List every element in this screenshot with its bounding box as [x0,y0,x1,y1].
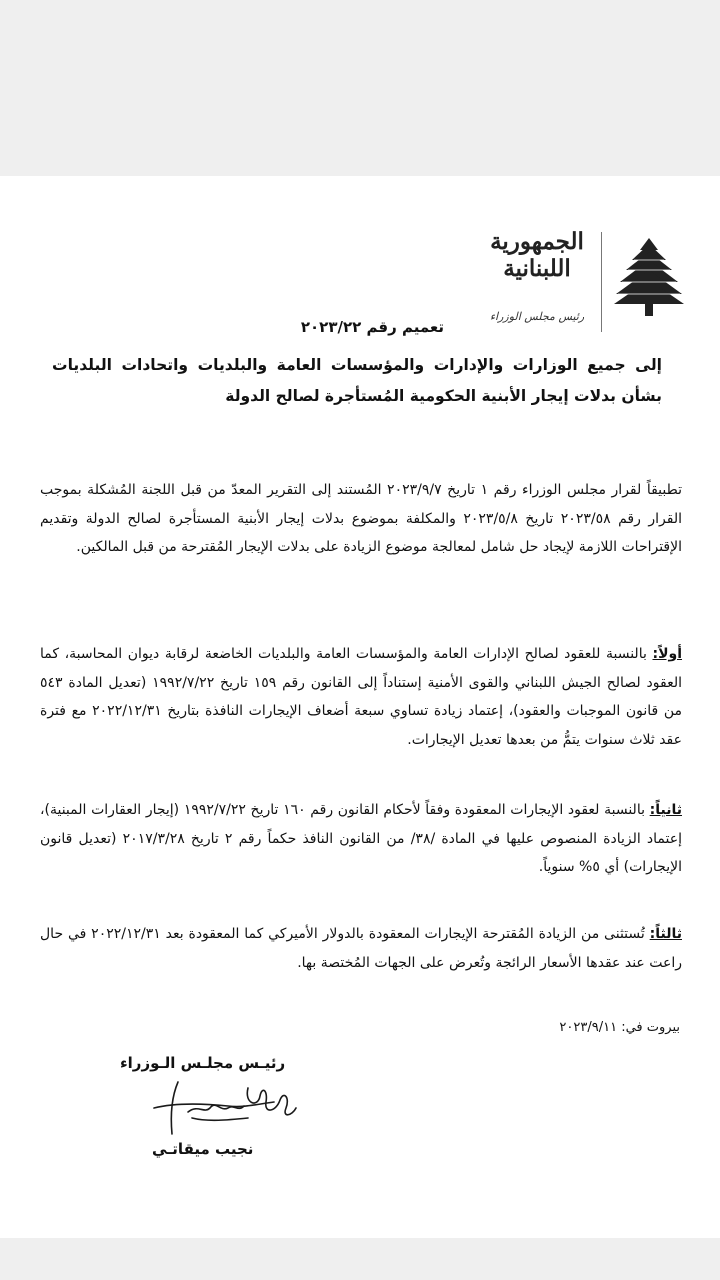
republic-name [482,228,592,282]
signatory-title: رئيـس مجلـس الـوزراء [120,1054,286,1072]
republic-line-1: الجمهورية [490,228,584,255]
cedar-tree-icon [614,236,684,318]
handwritten-signature [148,1078,298,1138]
bottom-margin-band [0,1238,720,1280]
body-paragraph: تطبيقاً لقرار مجلس الوزراء رقم ١ تاريخ ٢٠٢٣/٩/٧ المُستند إلى التقرير المعدّ من قبل اللجنة المُشكلة بموجب القرار رقم ٢٠٢٣/٥٨ تاريخ ٢٠٢٣/٥/٨ والمكلفة بموضوع بدلات إيجار الأبنية المستأجرة لصالح الدولة وتقديم الإقتراحات اللازمة لإيجاد حل شامل لمعالجة موضوع الزيادة على بدلات الإيجار المُقترحة من قبل المالكين. [40,482,682,555]
letterhead-divider [601,232,602,332]
item-label: ثانياً: [649,802,682,818]
list-item [40,796,682,882]
top-margin-band [0,0,720,176]
list-item [40,640,682,754]
list-item [40,920,682,977]
item-text: بالنسبة لعقود الإيجارات المعقودة وفقاً لأحكام القانون رقم ١٦٠ تاريخ ١٩٩٢/٧/٢٢ (إيجار العقارات المبنية)، إعتماد الزيادة المنصوص عليها في المادة /٣٨/ من القانون النافذ حكماً رقم ٢ تاريخ ٢٠١٧/٣/٢٨ (تعديل قانون الإيجارات) أي ٥% سنوياً. [40,802,682,875]
circular-number: تعميم رقم ٢٠٢٣/٢٢ [300,318,444,336]
letterhead [484,222,684,332]
republic-line-2: اللبنانية [503,255,571,282]
addressee: إلى جميع الوزارات والإدارات والمؤسسات العامة والبلديات واتحادات البلديات بشأن بدلات إيجار الأبنية الحكومية المُستأجرة لصالح الدولة [52,356,662,405]
item-text: بالنسبة للعقود لصالح الإدارات العامة والمؤسسات العامة والبلديات الخاضعة لرقابة ديوان المحاسبة، كما العقود لصالح الجيش اللبناني والقوى الأمنية إستناداً إلى القانون رقم ١٥٩ تاريخ ١٩٩٢/٧/٢٢ (تعديل المادة ٥٤٣ من قانون الموجبات والعقود)، إعتماد زيادة تساوي سبعة أضعاف الإيجارات النافذة بتاريخ ٢٠٢٢/١٢/٣١ مع فترة عقد ثلاث سنوات يتمُّ من بعدها تعديل الإيجارات. [40,646,682,748]
item-text: تُستثنى من الزيادة المُقترحة الإيجارات المعقودة بالدولار الأميركي كما المعقودة بعد ٢٠٢٢/١٢/٣١ في حال راعت عند عقدها الأسعار الرائجة وتُعرض على الجهات المُختصة بها. [40,926,682,971]
signatory-name: نجيب ميقاتـي [152,1140,254,1158]
date-line: بيروت في: ٢٠٢٣/٩/١١ [559,1020,680,1035]
item-label: أولاً: [652,646,683,662]
item-label: ثالثاً: [649,926,682,942]
office-name: رئيس مجلس الوزراء [489,310,585,323]
